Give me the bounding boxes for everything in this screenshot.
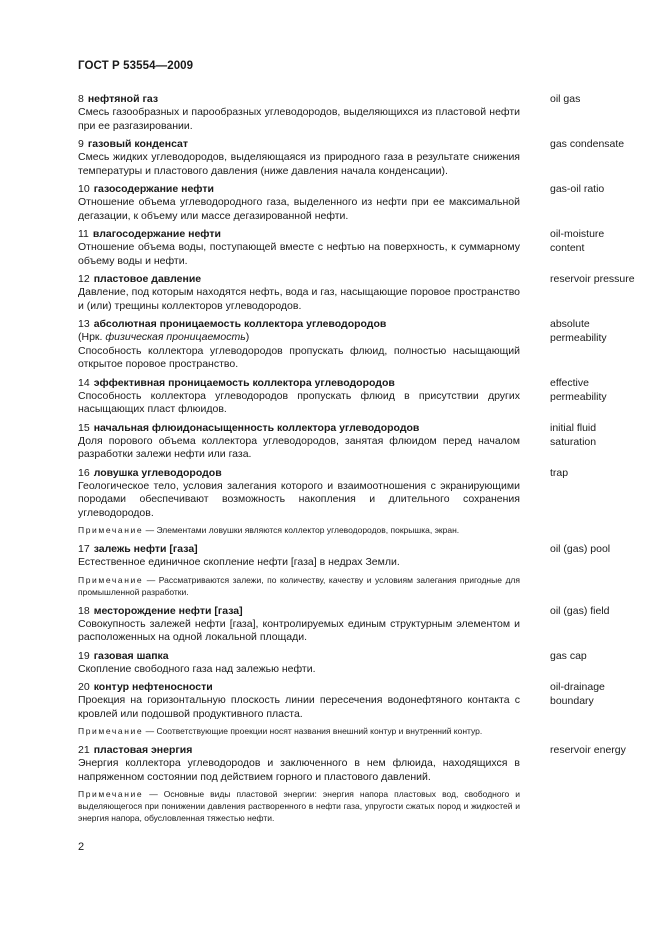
term-entry	[78, 376, 638, 417]
term-title	[78, 421, 520, 435]
term-body	[78, 92, 520, 133]
note-text: — Рассматриваются залежи, по количеству, качеству и условиям залегания пригодные для промышленной разработки.	[78, 574, 520, 597]
term-title	[78, 680, 520, 694]
term-english-equivalent: oil gas	[550, 93, 581, 105]
term-definition: Геологическое тело, условия залегания которого и взаимоотношения с экранирующими породами обеспечивают возможность накопления и длительного сохранения углеводородов.	[78, 479, 520, 519]
term-entry	[78, 680, 638, 739]
term-title	[78, 466, 520, 480]
term-name: залежь нефти [газа]	[93, 543, 198, 555]
term-name: нефтяной газ	[87, 93, 159, 105]
term-body	[78, 227, 520, 268]
term-definition: Смесь газообразных и парообразных углеводородов, выделяющихся из пластовой нефти при ее разгазировании.	[78, 106, 520, 132]
term-title	[78, 137, 520, 151]
term-title	[78, 542, 520, 556]
term-entry	[78, 227, 638, 268]
page-number: 2	[78, 841, 85, 853]
term-english-equivalent: absolute permeability	[550, 318, 607, 344]
note-label: Примечание	[78, 789, 144, 799]
term-body	[78, 649, 520, 677]
term-name: пластовая энергия	[93, 744, 193, 756]
term-english-equivalent: oil-drainage boundary	[550, 681, 605, 707]
term-title	[78, 317, 520, 331]
term-number: 10	[78, 183, 90, 195]
term-definition: Смесь жидких углеводородов, выделяющаяся из природного газа в результате снижения температуры и пластового давления (ниже давления начала конденсации).	[78, 151, 520, 177]
term-number: 15	[78, 421, 90, 434]
term-english-equivalent: gas cap	[550, 649, 587, 662]
note-label: Примечание	[78, 726, 144, 736]
term-definition: Естественное единичное скопление нефти [газа] в недрах Земли.	[78, 556, 400, 568]
term-english-equivalent: oil-moisture content	[550, 228, 605, 254]
term-entry	[78, 92, 638, 133]
term-definition: Скопление свободного газа над залежью нефти.	[78, 662, 316, 675]
term-name: пластовое давление	[93, 273, 202, 285]
term-definition: Способность коллектора углеводородов пропускать флюид, полностью насыщающий открытое поровое пространство.	[78, 344, 520, 370]
term-name: эффективная проницаемость коллектора углеводородов	[93, 376, 395, 389]
term-body	[78, 421, 520, 462]
term-note	[78, 574, 520, 598]
term-english-equivalent: gas condensate	[550, 138, 625, 150]
term-name: ловушка углеводородов	[93, 466, 222, 479]
term-title	[78, 182, 520, 196]
term-definition: Давление, под которым находятся нефть, вода и газ, насыщающие поровое пространство и (или) трещины коллекторов углеводородов.	[78, 286, 520, 312]
synonym-suffix: )	[245, 331, 250, 343]
term-number: 8	[78, 93, 84, 105]
term-note	[78, 725, 520, 737]
term-name: газовая шапка	[93, 649, 169, 662]
term-body	[78, 743, 520, 826]
term-body	[78, 182, 520, 223]
term-entry	[78, 542, 638, 600]
term-number: 12	[78, 273, 90, 285]
term-entry	[78, 466, 638, 539]
document-header: ГОСТ Р 53554—2009	[78, 60, 194, 72]
term-body	[78, 604, 520, 645]
term-definition: Энергия коллектора углеводородов и заключенного в нем флюида, находящихся в напряженном состоянии под действием горного и пластового давлений.	[78, 757, 520, 783]
term-number: 9	[78, 138, 84, 150]
term-definition: Отношение объема углеводородного газа, выделенного из нефти при ее максимальной дегазации, к объему или массе дегазированной нефти.	[78, 196, 520, 222]
term-name: газосодержание нефти	[93, 183, 214, 195]
term-english-equivalent: initial fluid saturation	[550, 421, 597, 448]
term-entry	[78, 182, 638, 223]
term-synonym	[78, 331, 520, 345]
term-title	[78, 272, 520, 286]
term-body	[78, 272, 520, 313]
term-number: 18	[78, 604, 90, 617]
term-body	[78, 680, 520, 739]
term-body	[78, 466, 520, 539]
term-english-equivalent: reservoir energy	[550, 744, 626, 756]
term-body	[78, 376, 520, 417]
term-english-equivalent: reservoir pressure	[550, 273, 635, 285]
term-entry	[78, 137, 638, 178]
term-definition: Способность коллектора углеводородов пропускать флюид в присутствии других насыщающих пласт флюидов.	[78, 389, 520, 415]
term-number: 17	[78, 543, 90, 555]
note-label: Примечание	[78, 574, 144, 585]
term-english-equivalent: oil (gas) field	[550, 604, 610, 617]
term-number: 13	[78, 318, 90, 330]
term-entry	[78, 604, 638, 645]
term-title	[78, 376, 520, 390]
term-body	[78, 542, 520, 600]
term-name: месторождение нефти [газа]	[93, 604, 243, 617]
term-definition: Доля порового объема коллектора углеводородов, занятая флюидом перед началом разработки залежи нефти или газа.	[78, 434, 520, 460]
term-number: 16	[78, 466, 90, 479]
term-body	[78, 137, 520, 178]
terms-list	[78, 92, 638, 830]
note-label: Примечание	[78, 525, 144, 535]
term-english-equivalent: effective permeability	[550, 376, 607, 403]
term-number: 20	[78, 681, 90, 693]
term-entry	[78, 317, 638, 372]
term-english-equivalent: trap	[550, 466, 569, 479]
term-number: 14	[78, 376, 90, 389]
note-text: — Соответствующие проекции носят названия внешний контур и внутренний контур.	[145, 726, 483, 736]
term-name: абсолютная проницаемость коллектора углеводородов	[93, 318, 387, 330]
synonym-term: физическая проницаемость	[105, 331, 246, 343]
term-title	[78, 649, 520, 663]
term-title	[78, 743, 520, 757]
term-definition: Отношение объема воды, поступающей вместе с нефтью на поверхность, к суммарному объему воды и нефти.	[78, 241, 520, 267]
term-number: 11	[78, 228, 89, 240]
term-entry	[78, 649, 638, 677]
term-number: 19	[78, 649, 90, 662]
term-name: контур нефтеносности	[93, 681, 213, 693]
term-title	[78, 92, 520, 106]
term-entry	[78, 421, 638, 462]
note-text: — Элементами ловушки являются коллектор углеводородов, покрышка, экран.	[145, 525, 460, 535]
term-number: 21	[78, 744, 90, 756]
term-definition: Совокупность залежей нефти [газа], контролируемых единым структурным элементом и расположенных на одной локальной площади.	[78, 617, 520, 643]
term-note	[78, 788, 520, 824]
term-body	[78, 317, 520, 372]
term-definition: Проекция на горизонтальную плоскость линии пересечения водонефтяного контакта с кровлей или подошвой продуктивного пласта.	[78, 694, 520, 720]
term-title	[78, 604, 520, 618]
term-english-equivalent: gas-oil ratio	[550, 183, 605, 195]
term-name: газовый конденсат	[87, 138, 189, 150]
term-entry	[78, 272, 638, 313]
term-entry	[78, 743, 638, 826]
note-text: — Основные виды пластовой энергии: энергия напора пластовых вод, свободного и выделяющегося при понижении давления растворенного в нефти газа, упругости сжатых пород и жидкостей и энергия напора, обусловленная тяжестью нефти.	[78, 789, 520, 823]
term-name: влагосодержание нефти	[92, 228, 221, 240]
term-title	[78, 227, 520, 241]
synonym-prefix: (Нрк.	[78, 331, 106, 343]
term-note	[78, 524, 520, 536]
term-name: начальная флюидонасыщенность коллектора углеводородов	[93, 421, 420, 434]
term-english-equivalent: oil (gas) pool	[550, 543, 611, 555]
